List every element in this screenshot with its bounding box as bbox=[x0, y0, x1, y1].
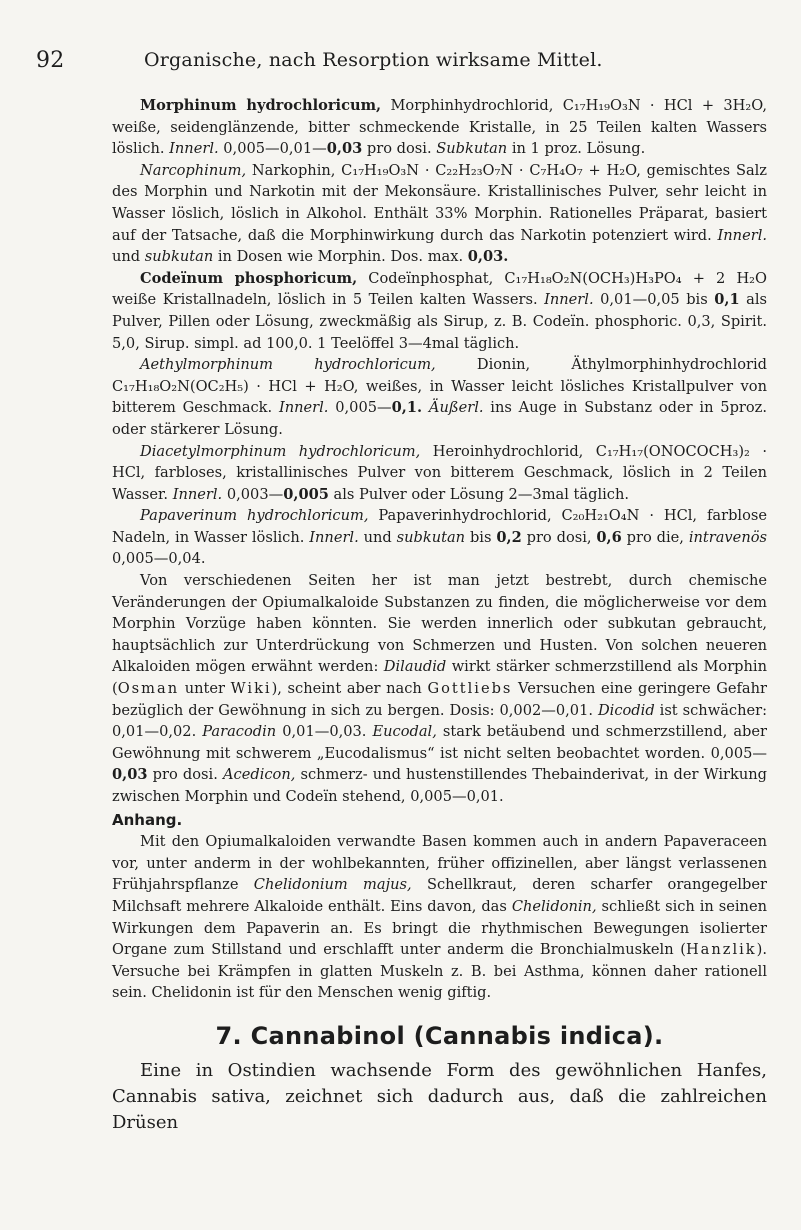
max-dose: 0,2 bbox=[496, 528, 522, 546]
entry-name: Aethylmorphinum hydrochloricum, bbox=[140, 356, 436, 374]
running-title: Organische, nach Resorption wirksame Mittel. bbox=[144, 49, 603, 71]
entry-morphinum: Morphinum hydrochloricum, Morphinhydrochlorid, C₁₇H₁₉O₃N · HCl + 3H₂O, weiße, seidenglänzende, bitter schmeckende Kristalle, in 25 Teilen kalten Wassers löslich. Innerl. 0,005—0,01—0,03 pro dosi. Subkutan in 1 proz. Lösung. bbox=[112, 97, 767, 158]
max-dose: 0,1. bbox=[391, 399, 423, 417]
paragraph-alkaloide: Von verschiedenen Seiten her ist man jetzt bestrebt, durch chemische Veränderungen der Opiumalkaloide Substanzen zu finden, die möglicherweise vor dem Morphin Vorzüge haben könnten. Sie werden innerlich oder subkutan gebraucht, hauptsächlich zur Unterdrückung von Schmerzen und Husten. Von solchen neueren Alkaloiden mögen erwähnt werden: Dilaudid wirkt stärker schmerzstillend als Morphin (Osman unter Wiki), scheint aber nach Gottliebs Versuchen eine geringere Gefahr bezüglich der Gewöhnung in sich zu bergen. Dosis: 0,002—0,01. Dicodid ist schwächer: 0,01—0,02. Paracodin 0,01—0,03. Eucodal, stark betäubend und schmerzstillend, aber Gewöhnung mit schwerem „Eucodalismus“ ist nicht selten beobachtet worden. 0,005—0,03 pro dosi. Acedicon, schmerz- und hustenstillendes Thebainderivat, in der Wirkung zwischen Morphin und Codeïn stehend, 0,005—0,01. bbox=[112, 572, 768, 805]
max-dose: 0,03 bbox=[326, 140, 363, 158]
max-dose: 0,03. bbox=[467, 248, 509, 266]
entry-narcophinum: Narcophinum, Narkophin, C₁₇H₁₉O₃N · C₂₂H₂₃O₇N · C₇H₄O₇ + H₂O, gemischtes Salz des Morphin und Narkotin mit der Mekonsäure. Kristallinisches Pulver, sehr leicht in Wasser löslich, löslich in Alkohol. Enthält 33% Morphin. Rationelles Präparat, basiert auf der Tatsache, daß die Morphinwirkung durch das Narkotin potenziert wird. Innerl. und subkutan in Dosen wie Morphin. Dos. max. 0,03. bbox=[112, 161, 767, 266]
page-number: 92 bbox=[36, 48, 65, 73]
body-text bbox=[112, 95, 767, 1136]
entry-name: Narcophinum, bbox=[140, 161, 247, 179]
entry-codeinum: Codeïnum phosphoricum, Codeïnphosphat, C₁₇H₁₈O₂N(OCH₃)H₃PO₄ + 2 H₂O weiße Kristallnadeln, löslich in 5 Teilen kalten Wassers. Innerl. 0,01—0,05 bis 0,1 als Pulver, Pillen oder Lösung, zweckmäßig als Sirup, z. B. Codeïn. phosphoric. 0,3, Spirit. 5,0, Sirup. simpl. ad 100,0. 1 Teelöffel 3—4mal täglich. bbox=[112, 269, 767, 352]
paragraph-anhang: Mit den Opiumalkaloiden verwandte Basen kommen auch in andern Papaveraceen vor, unter anderm in der wohlbekannten, früher offizinellen, aber längst verlassenen Frühjahrspflanze Chelidonium majus, Schellkraut, deren scharfer orangegelber Milchsaft mehrere Alkaloide enthält. Eins davon, das Chelidonin, schließt sich in seinen Wirkungen dem Papaverin an. Es bringt die rhythmischen Bewegungen isolierter Organe zum Stillstand und erschlafft unter anderm die Bronchialmuskeln (Hanzlik). Versuche bei Krämpfen in glatten Muskeln z. B. bei Asthma, können daher rationell sein. Chelidonin ist für den Menschen wenig giftig. bbox=[112, 833, 767, 1002]
max-dose: 0,6 bbox=[596, 528, 622, 546]
entry-aethylmorphinum: Aethylmorphinum hydrochloricum, Dionin, Äthylmorphinhydrochlorid C₁₇H₁₈O₂N(OC₂H₅) · HCl + H₂O, weißes, in Wasser leicht lösliches Kristallpulver von bitterem Geschmack. Innerl. 0,005—0,1. Äußerl. ins Auge in Substanz oder in 5proz. oder stärkerer Lösung. bbox=[112, 356, 768, 438]
max-dose: 0,1 bbox=[714, 291, 740, 309]
page-header bbox=[36, 48, 761, 78]
anhang-heading: Anhang. bbox=[112, 810, 183, 829]
entry-name: Diacetylmorphinum hydrochloricum, bbox=[140, 442, 421, 460]
entry-name: Papaverinum hydrochloricum, bbox=[140, 507, 369, 525]
entry-name: Morphinum hydrochloricum, bbox=[140, 97, 382, 114]
max-dose: 0,03 bbox=[112, 766, 148, 784]
entry-diacetylmorphinum: Diacetylmorphinum hydrochloricum, Heroinhydrochlorid, C₁₇H₁₇(ONOCOCH₃)₂ · HCl, farbloses, kristallinisches Pulver von bitterem Geschmack, löslich in 2 Teilen Wasser. Innerl. 0,003—0,005 als Pulver oder Lösung 2—3mal täglich. bbox=[112, 442, 767, 503]
entry-name: Codeïnum phosphoricum, bbox=[140, 269, 358, 287]
section-title: 7. Cannabinol (Cannabis indica). bbox=[215, 1021, 664, 1050]
entry-papaverinum: Papaverinum hydrochloricum, Papaverinhydrochlorid, C₂₀H₂₁O₄N · HCl, farblose Nadeln, in Wasser löslich. Innerl. und subkutan bis 0,2 pro dosi, 0,6 pro die, intravenös 0,005—0,04. bbox=[112, 507, 767, 568]
paragraph-cannabis: Eine in Ostindien wachsende Form des gewöhnlichen Hanfes, Cannabis sativa, zeichnet sich dadurch aus, daß die zahlreichen Drüsen bbox=[112, 1059, 767, 1133]
max-dose: 0,005 bbox=[283, 485, 329, 503]
